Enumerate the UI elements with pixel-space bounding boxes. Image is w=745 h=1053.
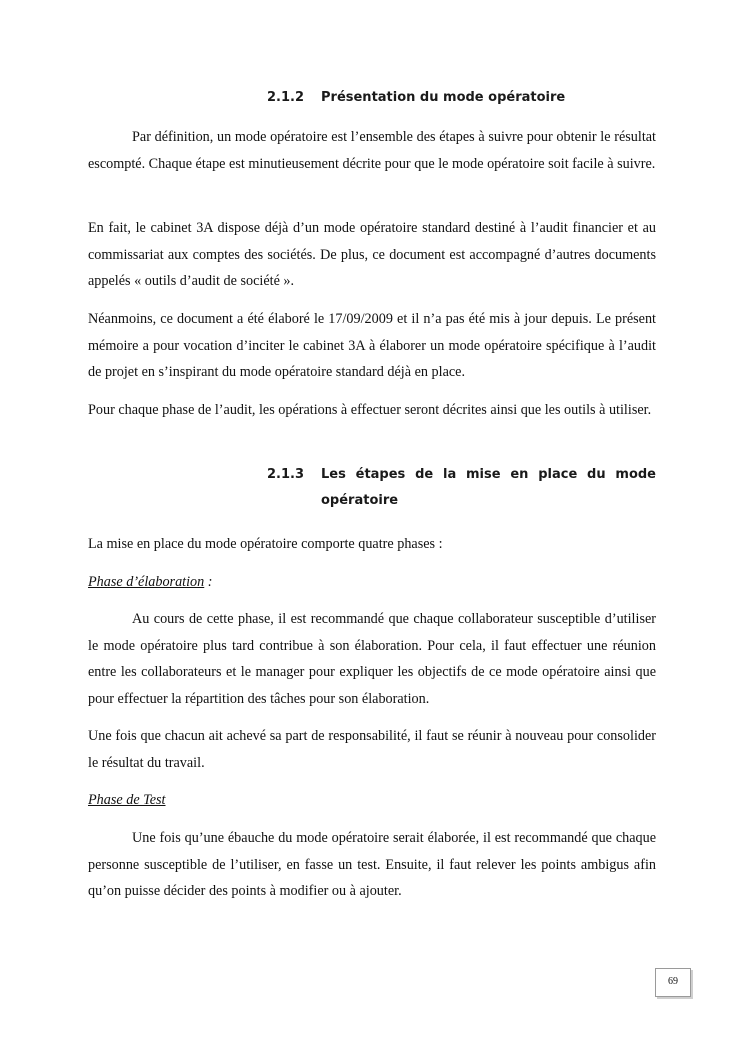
page-number-box: 69	[655, 968, 691, 997]
paragraph-definition: Par définition, un mode opératoire est l’ensemble des étapes à suivre pour obtenir le résultat escompté. Chaque étape est minutieusement décrite pour que le mode opératoire soit facile à suivre.	[88, 129, 656, 172]
section-number: 2.1.3	[267, 467, 305, 482]
section-title-line-2: opératoire	[321, 493, 399, 508]
paragraph-quatre-phases: La mise en place du mode opératoire comporte quatre phases :	[88, 536, 443, 552]
paragraph-au-cours: Au cours de cette phase, il est recommandé que chaque collaborateur susceptible d’utiliser le mode opératoire plus tard contribue à son élaboration. Pour cela, il faut effectuer une réunion entre les collaborateurs et le manager pour expliquer les objectifs de ce mode opératoire ainsi que pour effectuer la répartition des tâches pour son élaboration.	[88, 611, 656, 707]
phase-test-label: Phase de Test	[88, 792, 166, 808]
section-title-line-1: Les étapes de la mise en place du mode	[321, 467, 656, 482]
phase-elaboration-label: Phase d’élaboration	[88, 574, 205, 590]
paragraph-ebauche: Une fois qu’une ébauche du mode opératoire serait élaborée, il est recommandé que chaque personne susceptible de l’utiliser, en fasse un test. Ensuite, il faut relever les points ambigus afin qu’on puisse décider des points à modifier ou à ajouter.	[88, 830, 656, 899]
phase-test-heading	[88, 787, 656, 814]
paragraph-une-fois-chacun: Une fois que chacun ait achevé sa part de responsabilité, il faut se réunir à nouveau pour consolider le résultat du travail.	[88, 728, 656, 771]
paragraph-neanmoins: Néanmoins, ce document a été élaboré le 17/09/2009 et il n’a pas été mis à jour depuis. Le présent mémoire a pour vocation d’inciter le cabinet 3A à élaborer un mode opératoire spécifique à l’audit de projet en s’inspirant du mode opératoire standard déjà en place.	[88, 311, 656, 380]
paragraph-cabinet-3a: En fait, le cabinet 3A dispose déjà d’un mode opératoire standard destiné à l’audit financier et au commissariat aux comptes des sociétés. De plus, ce document est accompagné d’autres documents appelés « outils d’audit de société ».	[88, 220, 656, 289]
phase-elaboration-heading	[88, 569, 656, 596]
section-title: Présentation du mode opératoire	[321, 90, 566, 105]
phase-elaboration-suffix: :	[204, 574, 213, 590]
paragraph-chaque-phase: Pour chaque phase de l’audit, les opérations à effectuer seront décrites ainsi que les outils à utiliser.	[88, 402, 652, 418]
section-number: 2.1.2	[267, 90, 305, 105]
